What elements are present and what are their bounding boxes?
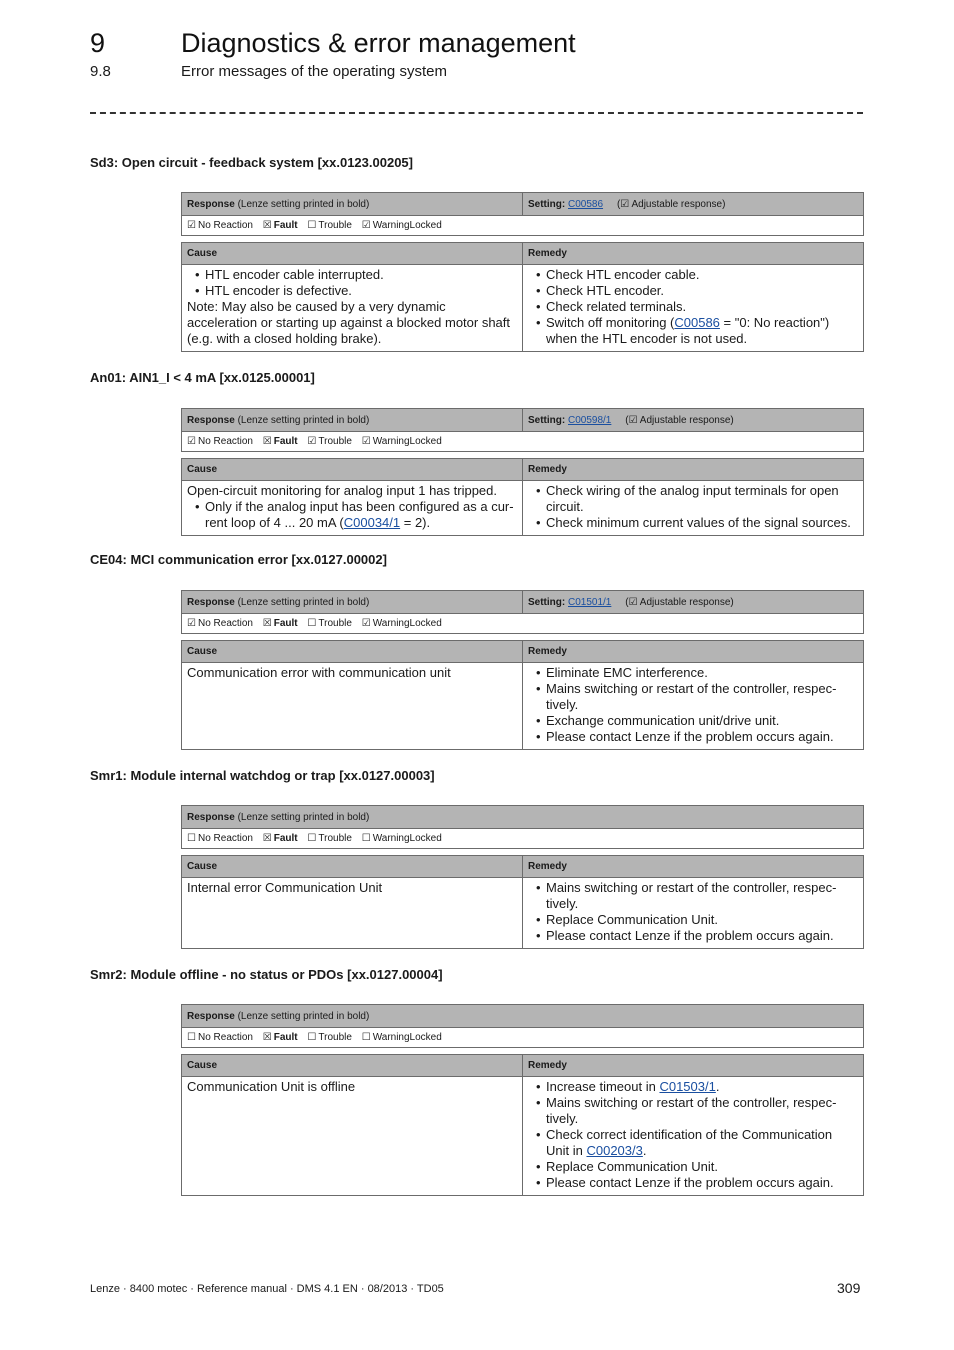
fault-label: Fault — [273, 436, 298, 447]
response-note: (Lenze setting printed in bold) — [234, 414, 370, 426]
no-reaction-label: No Reaction — [197, 833, 253, 844]
no-reaction-checkbox: ☐ — [187, 1032, 196, 1043]
no-reaction-label: No Reaction — [197, 436, 253, 447]
remedy-header: Remedy — [523, 641, 864, 663]
remedy-item — [546, 1079, 858, 1095]
error-table-smr1 — [181, 805, 864, 949]
setting-link[interactable]: C00586 — [568, 198, 604, 210]
response-label: Response — [187, 1010, 235, 1022]
remedy-item: • Please contact Lenze if the problem occurs again. — [546, 729, 858, 745]
chapter-title: Diagnostics & error management — [181, 28, 576, 58]
no-reaction-label: No Reaction — [197, 618, 253, 629]
response-note: (Lenze setting printed in bold) — [234, 198, 370, 210]
trouble-checkbox: ☐ — [307, 220, 317, 231]
no-reaction-checkbox: ☑ — [187, 220, 196, 231]
chapter-number: 9 — [90, 28, 106, 58]
remedy-header: Remedy — [523, 1055, 864, 1077]
trouble-checkbox: ☑ — [307, 436, 317, 447]
remedy-cell — [523, 878, 864, 949]
trouble-label: Trouble — [318, 833, 352, 844]
fault-checkbox: ☒ — [262, 220, 272, 231]
response-label: Response — [187, 198, 235, 210]
section-number: 9.8 — [90, 63, 111, 80]
error-heading-ce04: CE04: MCI communication error [xx.0127.00002] — [90, 552, 387, 567]
cause-text: Communication Unit is offline — [187, 1079, 356, 1094]
trouble-label: Trouble — [318, 1032, 352, 1043]
section-title: Error messages of the operating system — [181, 63, 447, 80]
cause-cell — [182, 265, 523, 352]
warning-locked-checkbox: ☑ — [361, 618, 371, 629]
remedy-cell — [523, 265, 864, 352]
cause-header: Cause — [182, 459, 523, 481]
remedy-item: • Please contact Lenze if the problem occurs again. — [546, 928, 858, 944]
warning-locked-label: WarningLocked — [372, 436, 442, 447]
no-reaction-label: No Reaction — [197, 220, 253, 231]
remedy-cell — [523, 1077, 864, 1196]
remedy-item: • Mains switching or restart of the controller, respec-tively. — [546, 880, 858, 912]
setting-label: Setting: — [528, 596, 566, 608]
remedy-header: Remedy — [523, 243, 864, 265]
parameter-link[interactable]: C00203/3 — [586, 1143, 643, 1158]
remedy-cell — [523, 663, 864, 750]
remedy-item: • Check HTL encoder. — [546, 283, 858, 299]
no-reaction-label: No Reaction — [197, 1032, 253, 1043]
warning-locked-label: WarningLocked — [372, 833, 442, 844]
trouble-checkbox: ☐ — [307, 618, 317, 629]
error-table-smr2 — [181, 1004, 864, 1196]
warning-locked-label: WarningLocked — [372, 618, 442, 629]
response-label: Response — [187, 596, 235, 608]
no-reaction-checkbox: ☐ — [187, 833, 196, 844]
error-table-sd3 — [181, 192, 864, 352]
cause-cell — [182, 1077, 523, 1196]
cause-cell — [182, 481, 523, 536]
remedy-item: • Eliminate EMC interference. — [546, 665, 858, 681]
remedy-item — [546, 315, 858, 347]
remedy-text: . — [715, 1079, 720, 1094]
remedy-item: • Mains switching or restart of the controller, respec-tively. — [546, 1095, 858, 1127]
remedy-text: Increase timeout in — [546, 1079, 660, 1094]
warning-locked-checkbox: ☐ — [361, 1032, 371, 1043]
error-table-an01 — [181, 408, 864, 536]
remedy-item: • Check minimum current values of the signal sources. — [546, 515, 858, 531]
fault-checkbox: ☒ — [262, 618, 272, 629]
no-reaction-checkbox: ☑ — [187, 436, 196, 447]
response-note: (Lenze setting printed in bold) — [234, 811, 370, 823]
remedy-header: Remedy — [523, 459, 864, 481]
response-options — [182, 216, 864, 236]
error-heading-smr2: Smr2: Module offline - no status or PDOs [xx.0127.00004] — [90, 967, 443, 982]
remedy-item: • Exchange communication unit/drive unit. — [546, 713, 858, 729]
adjustable-note: (☑ Adjustable response) — [616, 198, 726, 210]
cause-header: Cause — [182, 243, 523, 265]
cause-item: • HTL encoder is defective. — [205, 283, 517, 299]
cause-header: Cause — [182, 641, 523, 663]
cause-cell — [182, 878, 523, 949]
trouble-checkbox: ☐ — [307, 833, 317, 844]
warning-locked-label: WarningLocked — [372, 220, 442, 231]
response-options — [182, 1028, 864, 1048]
warning-locked-checkbox: ☑ — [361, 220, 371, 231]
cause-item — [205, 499, 517, 531]
footer-text: Lenze · 8400 motec · Reference manual · DMS 4.1 EN · 08/2013 · TD05 — [90, 1283, 444, 1295]
warning-locked-label: WarningLocked — [372, 1032, 442, 1043]
response-options — [182, 432, 864, 452]
parameter-link[interactable]: C00034/1 — [343, 515, 401, 530]
remedy-text: = "0: No reaction") when the HTL encoder is not used. — [546, 315, 830, 346]
error-heading-an01: An01: AIN1_I < 4 mA [xx.0125.00001] — [90, 370, 315, 385]
setting-label: Setting: — [528, 414, 566, 426]
no-reaction-checkbox: ☑ — [187, 618, 196, 629]
remedy-item: • Replace Communication Unit. — [546, 1159, 858, 1175]
fault-label: Fault — [273, 833, 298, 844]
response-options — [182, 829, 864, 849]
adjustable-note: (☑ Adjustable response) — [625, 596, 734, 608]
error-heading-smr1: Smr1: Module internal watchdog or trap [xx.0127.00003] — [90, 768, 435, 783]
fault-label: Fault — [273, 220, 298, 231]
remedy-item: • Check wiring of the analog input terminals for open circuit. — [546, 483, 858, 515]
error-table-ce04 — [181, 590, 864, 750]
adjustable-note: (☑ Adjustable response) — [625, 414, 734, 426]
cause-note: Note: May also be caused by a very dynamic acceleration or starting up against a blocked motor shaft (e.g. with a closed holding brake). — [187, 299, 511, 346]
remedy-text: Switch off monitoring ( — [546, 315, 675, 330]
cause-item: • HTL encoder cable interrupted. — [205, 267, 517, 283]
remedy-item: • Check related terminals. — [546, 299, 858, 315]
remedy-text: . — [642, 1143, 647, 1158]
trouble-label: Trouble — [318, 220, 352, 231]
cause-text: = 2). — [400, 515, 431, 530]
response-label: Response — [187, 811, 235, 823]
setting-link[interactable]: C01501/1 — [568, 596, 612, 608]
remedy-text: Check correct identification of the Communication Unit in — [546, 1127, 833, 1158]
parameter-link[interactable]: C00586 — [674, 315, 720, 330]
setting-label: Setting: — [528, 198, 566, 210]
response-note: (Lenze setting printed in bold) — [234, 596, 370, 608]
cause-header: Cause — [182, 856, 523, 878]
fault-checkbox: ☒ — [262, 1032, 272, 1043]
trouble-checkbox: ☐ — [307, 1032, 317, 1043]
response-note: (Lenze setting printed in bold) — [234, 1010, 370, 1022]
fault-checkbox: ☒ — [262, 436, 272, 447]
cause-text: Communication error with communication unit — [187, 665, 451, 680]
error-heading-sd3: Sd3: Open circuit - feedback system [xx.0123.00205] — [90, 155, 413, 170]
remedy-item: • Please contact Lenze if the problem occurs again. — [546, 1175, 858, 1191]
remedy-item: • Mains switching or restart of the controller, respec-tively. — [546, 681, 858, 713]
warning-locked-checkbox: ☐ — [361, 833, 371, 844]
trouble-label: Trouble — [318, 618, 352, 629]
cause-cell — [182, 663, 523, 750]
fault-label: Fault — [273, 1032, 298, 1043]
cause-text: Only if the analog input has been configured as a cur-rent loop of 4 ... 20 mA ( — [205, 499, 514, 530]
cause-header: Cause — [182, 1055, 523, 1077]
remedy-item: • Replace Communication Unit. — [546, 912, 858, 928]
remedy-item: • Check HTL encoder cable. — [546, 267, 858, 283]
header-divider — [90, 112, 863, 114]
parameter-link[interactable]: C01503/1 — [659, 1079, 716, 1094]
fault-checkbox: ☒ — [262, 833, 272, 844]
response-label: Response — [187, 414, 235, 426]
trouble-label: Trouble — [318, 436, 352, 447]
fault-label: Fault — [273, 618, 298, 629]
remedy-header: Remedy — [523, 856, 864, 878]
warning-locked-checkbox: ☑ — [361, 436, 371, 447]
remedy-cell — [523, 481, 864, 536]
cause-text: Open-circuit monitoring for analog input 1 has tripped. — [187, 483, 498, 498]
response-options — [182, 614, 864, 634]
setting-link[interactable]: C00598/1 — [568, 414, 612, 426]
cause-text: Internal error Communication Unit — [187, 880, 383, 895]
remedy-item — [546, 1127, 858, 1159]
page-number: 309 — [837, 1280, 861, 1296]
